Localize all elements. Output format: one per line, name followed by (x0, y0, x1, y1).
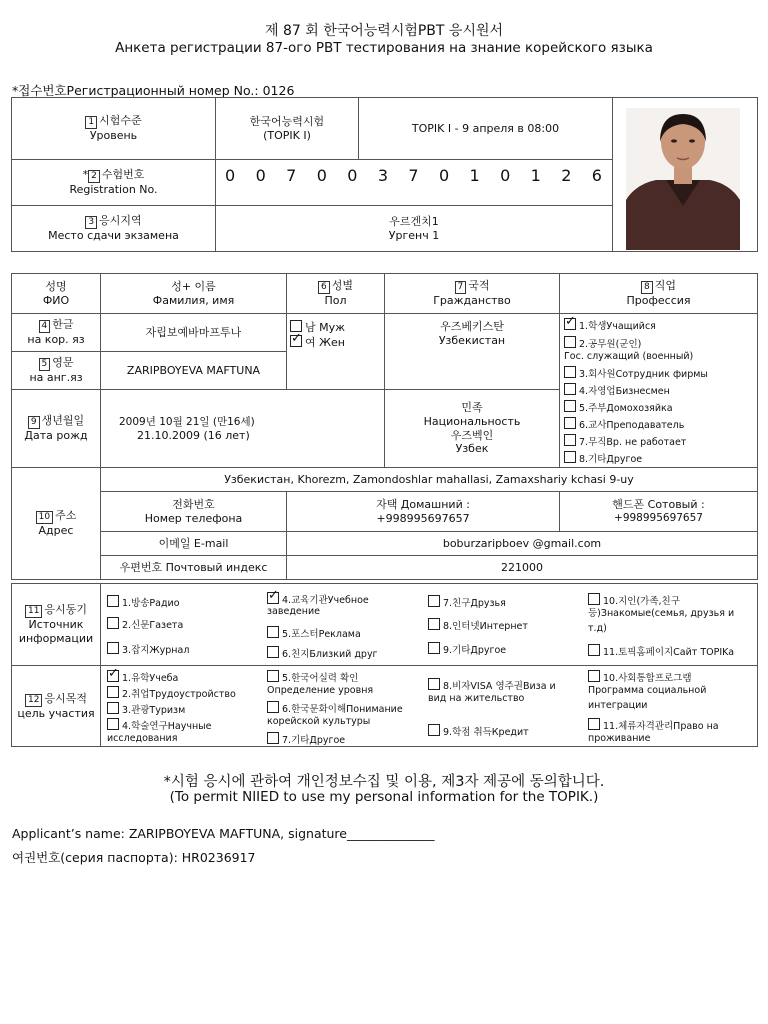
option-label: 10.사회통합프로그램 (603, 673, 692, 684)
email-text: boburzaripboev @gmail.com (442, 536, 602, 550)
option-item[interactable] (588, 593, 680, 608)
form-title-russian: Анкета регистрации 87-ого PBT тестирования на знание корейского языка (115, 40, 653, 56)
option-item-continued (564, 351, 693, 363)
option-item[interactable] (564, 383, 670, 398)
fullname-label-ru: Фамилия, имя (152, 293, 235, 307)
checkbox[interactable] (428, 724, 440, 736)
option-label: проживание (588, 733, 651, 744)
checkbox[interactable] (267, 646, 279, 658)
option-label: 3.회사원Сотрудник фирмы (579, 369, 708, 380)
gender-female-label: 여 Жен (305, 335, 345, 349)
mobile-phone-value: +998995697657 (614, 512, 703, 525)
option-item[interactable] (588, 718, 719, 733)
option-item[interactable] (107, 718, 212, 733)
phone-label-ru: Номер телефона (144, 511, 243, 525)
purpose-options (101, 666, 758, 747)
level-label-ru: Уровень (89, 129, 138, 143)
option-item[interactable] (267, 701, 403, 716)
exam-info: TOPIK I - 9 апреля в 08:00 (411, 121, 560, 135)
option-item[interactable] (588, 670, 692, 685)
option-label: Гос. служащий (военный) (564, 351, 694, 362)
applicant-signature-line: Applicant’s name: ZARIPBOYEVA MAFTUNA, signature______________ (12, 826, 435, 841)
checkbox[interactable] (107, 595, 119, 607)
phone-label-ko: 전화번호 (172, 497, 215, 511)
korean-name-text: 자립보예바마프투나 (145, 325, 242, 339)
option-item-continued (588, 623, 607, 635)
field-number: 9 (28, 416, 40, 429)
consent-korean: *시험 응시에 관하여 개인정보수집 및 이용, 제3자 제공에 동의합니다. (163, 774, 605, 790)
regno-label-en: Registration No. (69, 183, 158, 197)
purpose-option-list (101, 666, 757, 746)
option-item-continued (267, 606, 320, 618)
option-item[interactable] (267, 670, 358, 685)
option-label: 6.친지Близкий друг (282, 649, 378, 660)
postal-text: 221000 (501, 560, 543, 574)
option-item[interactable] (267, 626, 361, 641)
checkbox-checked[interactable] (107, 670, 119, 682)
consent-english: (To permit NIIED to use my personal information for the TOPIK.) (169, 789, 599, 805)
english-name-label (12, 352, 101, 390)
checkbox[interactable] (564, 383, 576, 395)
fullname-label-ko: 성+ 이름 (171, 279, 216, 293)
motive-label-ru1: Источник (28, 618, 84, 632)
korean-name-label (12, 314, 101, 352)
motive-option-list (101, 584, 757, 665)
home-phone (287, 492, 560, 532)
option-item[interactable] (107, 686, 236, 701)
checkbox[interactable] (564, 400, 576, 412)
option-label: 3.잡지Журнал (122, 645, 190, 656)
motive-label-ko: 응시동기 (44, 603, 87, 617)
passport-number-line: 여권번호(серия паспорта): HR0236917 (12, 850, 256, 865)
registration-digit: 0 (438, 166, 451, 185)
registration-digit: 0 (500, 166, 512, 185)
registration-digit: 7 (286, 166, 298, 185)
option-item[interactable] (107, 595, 180, 610)
option-item[interactable] (107, 702, 185, 717)
english-name-value (101, 352, 287, 390)
checkbox[interactable] (588, 593, 600, 605)
option-label: 7.무직Вр. не работает (579, 437, 687, 448)
job-label-ru: Профессия (626, 294, 691, 308)
option-item[interactable] (564, 366, 708, 381)
option-item[interactable] (428, 678, 556, 693)
purpose-label (12, 666, 101, 747)
field-number: 1 (85, 116, 97, 129)
checkbox[interactable] (107, 686, 119, 698)
option-item[interactable] (564, 400, 673, 415)
name-label-ru: ФИО (42, 293, 70, 307)
birth-value-ko: 2009년 10월 21일 (만16세) (119, 415, 255, 428)
option-item-continued (588, 685, 706, 697)
registration-digit: 2 (561, 166, 573, 185)
korean-label-ru: на кор. яз (27, 333, 85, 347)
birth-label (12, 390, 101, 468)
checkbox[interactable] (107, 642, 119, 654)
gender-label-ko: 성별 (331, 279, 353, 293)
fullname-header (101, 274, 287, 314)
option-item[interactable] (107, 670, 178, 685)
place-label-ko: 응시지역 (99, 214, 142, 228)
gender-female-option[interactable] (290, 335, 381, 350)
option-item[interactable] (428, 618, 528, 633)
birth-label-ko: 생년월일 (41, 414, 85, 428)
option-label: 6.교사Преподаватель (579, 420, 685, 431)
option-item[interactable] (107, 617, 183, 632)
field-number: 10 (36, 511, 53, 524)
option-item[interactable] (428, 595, 506, 610)
option-label: 11.체류자격관리Право на (603, 721, 719, 732)
checkbox[interactable] (107, 617, 119, 629)
option-label: 4.교육기관Учебное (282, 595, 369, 606)
home-phone-label: 자택 Домашний : (376, 497, 470, 511)
option-item-continued (588, 608, 734, 620)
checkbox-checked[interactable] (290, 335, 302, 347)
option-label: 11.토픽홈페이지Сайт TOPIKa (603, 647, 735, 658)
checkbox[interactable] (564, 366, 576, 378)
level-label-cell (12, 98, 216, 160)
checkbox[interactable] (267, 732, 279, 744)
gender-label-ru: Пол (324, 294, 347, 308)
registration-digit: 6 (591, 166, 603, 185)
option-label: заведение (267, 606, 320, 617)
option-label: 8.인터넷Интернет (443, 621, 528, 632)
level-value-en: (TOPIK I) (263, 128, 311, 142)
nation-value-ru: Узбекистан (438, 333, 506, 347)
checkbox[interactable] (564, 336, 576, 348)
motive-label-ru2: информации (18, 632, 94, 645)
ethnic-label-ko: 민족 (461, 401, 483, 414)
personal-table (11, 273, 758, 580)
regno-digits-cell (216, 160, 613, 206)
english-label-ko: 영문 (52, 356, 74, 370)
nation-header (385, 274, 560, 314)
postal-value (287, 556, 758, 580)
korean-label-ko: 한글 (52, 318, 74, 332)
postal-label-text: 우편번호 Почтовый индекс (119, 560, 268, 574)
option-item[interactable] (564, 434, 686, 449)
checkbox[interactable] (428, 618, 440, 630)
checkbox[interactable] (267, 670, 279, 682)
gender-male-label: 남 Муж (305, 321, 346, 334)
ethnic-value-ko: 우즈벡인 (450, 428, 494, 442)
motive-purpose-table (11, 583, 758, 747)
option-item-continued (107, 733, 177, 745)
gender-male-option[interactable] (290, 320, 381, 335)
checkbox[interactable] (588, 644, 600, 656)
option-label: 4.학술연구Научные (122, 721, 212, 732)
option-label: 2.공무원(군인) (579, 339, 642, 350)
option-label: 1.방송Радио (122, 598, 180, 609)
option-item-continued (267, 685, 373, 697)
registration-digit: 3 (377, 166, 389, 185)
registration-number-line: *접수번호Регистрационный номер No.: 0126 (12, 83, 295, 98)
english-label-ru: на анг.яз (29, 371, 83, 385)
option-item-continued (588, 733, 650, 745)
checkbox[interactable] (267, 701, 279, 713)
address-label-ru: Адрес (38, 524, 74, 538)
option-item[interactable] (107, 642, 189, 657)
field-number: 7 (455, 281, 467, 294)
option-label: 9.기타Другое (443, 645, 507, 656)
applicant-photo (626, 108, 740, 250)
option-label: 7.친구Друзья (443, 598, 506, 609)
option-label: 8.비자VISA 영주권Виза и (443, 681, 556, 692)
exam-info-cell (359, 98, 613, 160)
option-label: исследования (107, 733, 178, 744)
phone-label (101, 492, 287, 532)
nation-label-ko: 국적 (468, 279, 490, 293)
address-value (101, 468, 758, 492)
checkbox[interactable] (588, 718, 600, 730)
place-value-ko: 우르겐치1 (389, 214, 439, 228)
gender-options (287, 314, 385, 390)
checkbox-checked[interactable] (267, 592, 279, 604)
option-label: 7.기타Другое (282, 735, 346, 746)
checkbox-checked[interactable] (564, 318, 576, 330)
option-item[interactable] (564, 417, 684, 432)
option-label: 5.한국어실력 확인 (282, 673, 359, 684)
job-options (560, 314, 758, 468)
option-item[interactable] (267, 592, 369, 607)
nation-label-ru: Гражданство (433, 294, 511, 308)
option-label: интеграции (588, 700, 648, 711)
korean-name-value (101, 314, 287, 352)
regno-label-cell: * 2 수험번호 Registration No. (12, 160, 216, 206)
field-number: 2 (88, 170, 100, 183)
english-name-text: ZARIPBOYEVA MAFTUNA (126, 363, 261, 377)
place-label-cell (12, 206, 216, 252)
address-label-ko: 주소 (55, 509, 77, 523)
postal-label (101, 556, 287, 580)
email-label (101, 532, 287, 556)
purpose-label-ru: цель участия (17, 706, 95, 720)
birth-value (101, 390, 385, 468)
registration-digits (219, 166, 609, 186)
option-item-continued (267, 716, 370, 728)
checkbox[interactable] (428, 595, 440, 607)
field-number: 3 (85, 216, 97, 229)
address-label (12, 468, 101, 580)
option-label: т.д) (588, 623, 607, 634)
option-label: 5.주부Домохозяйка (579, 403, 673, 414)
field-number: 6 (318, 281, 330, 294)
nation-value-cell (385, 314, 560, 390)
field-number: 8 (641, 281, 653, 294)
option-item[interactable] (428, 724, 529, 739)
option-item[interactable] (564, 451, 642, 466)
registration-digit: 0 (255, 166, 267, 185)
name-header (12, 274, 101, 314)
regno-label-ko: 수험번호 (101, 168, 145, 182)
job-label-ko: 직업 (654, 279, 676, 293)
mobile-phone-label: 핸드폰 Сотовый : (612, 497, 705, 511)
purpose-label-ko: 응시목적 (44, 691, 87, 705)
ethnic-label-ru: Национальность (423, 414, 521, 428)
gender-header (287, 274, 385, 314)
place-value-ru: Ургенч 1 (388, 228, 440, 242)
checkbox[interactable] (564, 434, 576, 446)
checkbox[interactable] (588, 670, 600, 682)
checkbox[interactable] (107, 702, 119, 714)
registration-digit: 1 (469, 166, 481, 185)
option-label: 1.유학Учеба (122, 673, 179, 684)
place-label-ru: Место сдачи экзамена (48, 229, 179, 243)
option-label: 5.포스터Реклама (282, 629, 361, 640)
checkbox[interactable] (564, 451, 576, 463)
motive-label (12, 584, 101, 666)
checkbox[interactable] (564, 417, 576, 429)
checkbox[interactable] (267, 626, 279, 638)
name-label-ko: 성명 (45, 279, 67, 293)
option-item[interactable] (588, 644, 734, 659)
option-label: 1.학생Учащийся (579, 321, 656, 332)
level-label-ko: 시험수준 (99, 114, 142, 128)
option-item[interactable] (564, 336, 641, 351)
option-label: Определение уровня (267, 685, 374, 696)
mobile-phone (560, 492, 758, 532)
option-label: 9.학점 취득Кредит (443, 727, 529, 738)
field-number: 5 (39, 358, 51, 371)
registration-digit: 1 (530, 166, 542, 185)
ethnic-cell (385, 390, 560, 468)
option-label: 4.자영업Бизнесмен (579, 386, 670, 397)
checkbox[interactable] (428, 642, 440, 654)
field-number: 12 (25, 694, 42, 707)
registration-digit: 0 (347, 166, 359, 185)
level-value-cell (216, 98, 359, 160)
option-item[interactable] (564, 318, 656, 333)
option-item[interactable] (267, 732, 345, 747)
option-label: Программа социальной (588, 685, 707, 696)
option-label: 등)Знакомые(семья, друзья и (588, 608, 735, 619)
registration-digit: 0 (225, 166, 237, 185)
home-phone-value: +998995697657 (376, 511, 470, 525)
option-item-continued (428, 693, 524, 705)
birth-label-ru: Дата рожд (24, 429, 88, 443)
option-label: 10.지인(가족,친구 (603, 596, 680, 607)
field-number: 11 (25, 605, 42, 618)
email-value (287, 532, 758, 556)
registration-digit: 0 (316, 166, 328, 185)
option-label: вид на жительство (428, 693, 525, 704)
motive-options (101, 584, 758, 666)
address-text: Узбекистан, Khorezm, Zamondoshlar mahallasi, Zamaxshariy kchasi 9-uy (224, 472, 634, 486)
checkbox[interactable] (107, 718, 119, 730)
birth-value-ru: 21.10.2009 (16 лет) (137, 428, 250, 442)
nation-value-ko: 우즈베키스탄 (440, 320, 504, 333)
option-label: корейской культуры (267, 716, 371, 727)
form-title-korean: 제 87 회 한국어능력시험PBT 응시원서 (264, 23, 504, 39)
option-item[interactable] (428, 642, 506, 657)
place-value-cell (216, 206, 613, 252)
option-label: 8.기타Другое (579, 454, 643, 465)
email-label-text: 이메일 E-mail (158, 536, 229, 550)
option-label: 2.취업Трудоустройство (122, 689, 236, 700)
option-item[interactable] (267, 646, 378, 661)
checkbox[interactable] (428, 678, 440, 690)
option-label: 3.관광Туризм (122, 705, 186, 716)
option-label: 6.한국문화이해Понимание (282, 704, 403, 715)
registration-digit: 7 (408, 166, 420, 185)
ethnic-value-ru: Узбек (455, 442, 489, 456)
field-number: 4 (39, 320, 51, 333)
level-value-ko: 한국어능력시험 (249, 114, 325, 128)
option-label: 2.신문Газета (122, 620, 184, 631)
job-header (560, 274, 758, 314)
option-item-continued (588, 700, 647, 712)
